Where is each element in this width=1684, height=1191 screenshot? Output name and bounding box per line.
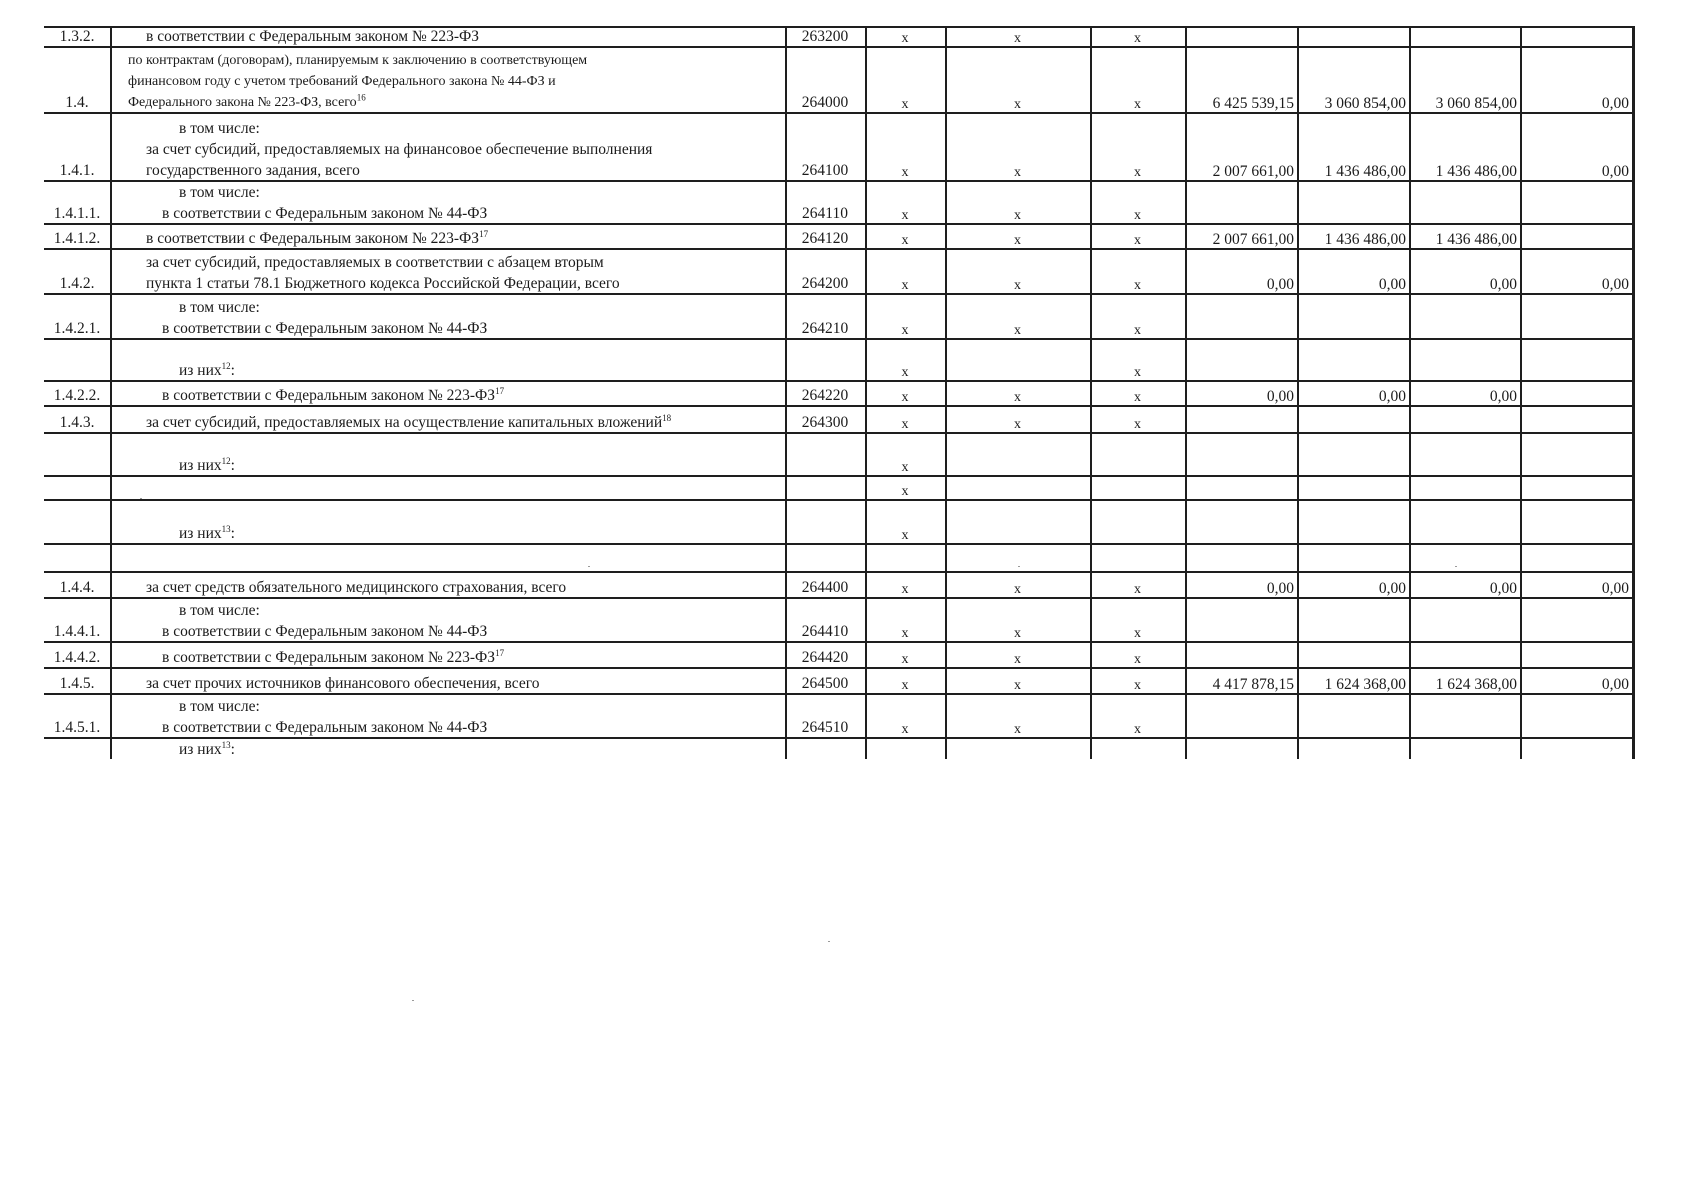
x-mark: x [1014, 233, 1021, 248]
x-mark: x [1014, 626, 1021, 641]
row-rule [44, 338, 1632, 340]
x-mark: x [1134, 31, 1141, 46]
x-mark: x [901, 582, 909, 597]
amount-value: 0,00 [1378, 388, 1406, 405]
x-mark: x [1134, 365, 1141, 380]
description-line [128, 52, 587, 69]
x-mark: x [1134, 165, 1141, 180]
amount-value: 0,00 [1489, 276, 1517, 293]
row-code: 264300 [801, 414, 849, 431]
scan-speck [828, 941, 830, 942]
x-mark: x [901, 528, 909, 543]
row-number: 1.4.3. [59, 414, 95, 431]
description-text: в соответствии с Федеральным законом № 44-ФЗ [162, 719, 488, 736]
x-mark: x [901, 97, 909, 112]
description-tail: : [230, 741, 235, 758]
row-rule [44, 248, 1632, 250]
x-mark: x [901, 722, 909, 737]
description-line [179, 525, 235, 542]
x-mark: x [1014, 678, 1021, 693]
footnote-ref: 17 [479, 228, 489, 239]
amount-value: 2 007 661,00 [1212, 163, 1294, 180]
description-text: государственного задания, всего [146, 162, 360, 179]
row-number: 1.4.2. [59, 275, 95, 292]
x-mark: x [1134, 678, 1141, 693]
amount-value: 0,00 [1378, 276, 1406, 293]
description-line [162, 649, 504, 666]
row-number: 1.4.2.1. [53, 320, 101, 337]
footnote-ref: 18 [662, 412, 672, 423]
scan-speck [1455, 566, 1457, 567]
x-mark: x [901, 460, 909, 475]
row-code: 264500 [801, 675, 849, 692]
amount-value: 0,00 [1489, 580, 1517, 597]
x-mark: x [901, 233, 909, 248]
amount-value: 4 417 878,15 [1212, 676, 1294, 693]
row-number: 1.4.4.1. [53, 623, 101, 640]
row-code: 264110 [802, 205, 848, 222]
description-line [162, 719, 487, 736]
row-number: 1.3.2. [59, 28, 95, 45]
amount-value: 0,00 [1601, 276, 1629, 293]
description-text: в соответствии с Федеральным законом № 223-ФЗ [162, 387, 496, 404]
x-mark: x [1134, 390, 1141, 405]
row-code: 264200 [801, 275, 849, 292]
footnote-ref: 17 [495, 385, 505, 396]
description-text: за счет субсидий, предоставляемых на финансовое обеспечение выполнения [146, 141, 653, 158]
description-line [146, 414, 671, 431]
description-text: в том числе: [179, 299, 260, 316]
x-mark: x [901, 165, 909, 180]
x-mark: x [901, 626, 909, 641]
amount-value: 1 436 486,00 [1435, 163, 1517, 180]
x-mark: x [901, 484, 909, 499]
amount-value: 0,00 [1601, 95, 1629, 112]
scan-speck [140, 498, 142, 499]
amount-value: 0,00 [1266, 580, 1294, 597]
row-code: 264420 [801, 649, 849, 666]
row-code: 264510 [801, 719, 849, 736]
description-text: в соответствии с Федеральным законом № 44-ФЗ [162, 205, 488, 222]
amount-value: 1 436 486,00 [1435, 231, 1517, 248]
row-number: 1.4.1. [59, 162, 95, 179]
row-number: 1.4.1.1. [53, 205, 101, 222]
x-mark: x [1014, 31, 1021, 46]
description-text: в соответствии с Федеральным законом № 223-ФЗ [146, 230, 480, 247]
description-line [179, 602, 260, 619]
x-mark: x [901, 678, 909, 693]
description-line [179, 457, 235, 474]
description-line [162, 387, 504, 404]
footnote-ref: 16 [356, 92, 366, 103]
description-line [162, 320, 487, 337]
x-mark: x [901, 652, 909, 667]
row-rule [44, 737, 1632, 739]
row-rule [44, 380, 1632, 382]
amount-value: 0,00 [1378, 580, 1406, 597]
row-rule [44, 475, 1632, 477]
x-mark: x [1014, 97, 1021, 112]
row-code: 264100 [801, 162, 849, 179]
amount-value: 1 624 368,00 [1324, 676, 1406, 693]
amount-value: 1 624 368,00 [1435, 676, 1517, 693]
description-line [146, 162, 360, 179]
row-code: 264220 [801, 387, 849, 404]
x-mark: x [1134, 208, 1141, 223]
row-rule [44, 432, 1632, 434]
description-text: за счет субсидий, предоставляемых на осуществление капитальных вложений [146, 414, 663, 431]
row-rule [44, 543, 1632, 545]
description-line [179, 184, 260, 201]
row-code: 264210 [801, 320, 849, 337]
description-text: в соответствии с Федеральным законом № 44-ФЗ [162, 623, 488, 640]
description-line [179, 120, 260, 137]
row-rule [44, 223, 1632, 225]
x-mark: x [1134, 97, 1141, 112]
description-line [179, 299, 260, 316]
x-mark: x [901, 278, 909, 293]
x-mark: x [1134, 582, 1141, 597]
scan-speck [588, 566, 590, 567]
description-text: из них [179, 362, 222, 379]
x-mark: x [1014, 208, 1021, 223]
row-code: 263200 [801, 28, 849, 45]
description-text: в соответствии с Федеральным законом № 223-ФЗ [162, 649, 496, 666]
amount-value: 0,00 [1601, 676, 1629, 693]
description-line [146, 254, 604, 271]
row-number: 1.4.1.2. [53, 230, 101, 247]
row-rule [44, 499, 1632, 501]
x-mark: x [901, 323, 909, 338]
column-rule [1632, 26, 1635, 759]
amount-value: 1 436 486,00 [1324, 163, 1406, 180]
description-text: по контрактам (договорам), планируемым к заключению в соответствующем [128, 53, 588, 68]
footnote-ref: 17 [495, 647, 505, 658]
description-line [162, 205, 487, 222]
footnote-ref: 12 [221, 455, 231, 466]
x-mark: x [901, 390, 909, 405]
scan-speck [1018, 566, 1020, 567]
row-number: 1.4.5.1. [53, 719, 101, 736]
x-mark: x [1134, 323, 1141, 338]
row-number: 1.4.4.2. [53, 649, 101, 666]
column-rule [1520, 26, 1522, 759]
x-mark: x [1014, 323, 1021, 338]
description-line [128, 94, 366, 111]
description-text: финансовом году с учетом требований Федерального закона № 44-ФЗ и [128, 74, 556, 89]
x-mark: x [1014, 278, 1021, 293]
description-text: в том числе: [179, 602, 260, 619]
x-mark: x [1134, 278, 1141, 293]
row-rule [44, 641, 1632, 643]
description-line [146, 28, 479, 45]
x-mark: x [1014, 390, 1021, 405]
amount-value: 6 425 539,15 [1212, 95, 1294, 112]
description-text: пункта 1 статьи 78.1 Бюджетного кодекса Российской Федерации, всего [146, 275, 620, 292]
description-line [146, 675, 539, 692]
column-rule [110, 26, 112, 759]
row-code: 264000 [801, 94, 849, 111]
x-mark: x [1014, 652, 1021, 667]
x-mark: x [901, 31, 909, 46]
amount-value: 3 060 854,00 [1324, 95, 1406, 112]
row-rule [44, 667, 1632, 669]
row-code: 264120 [801, 230, 849, 247]
description-text: в том числе: [179, 120, 260, 137]
row-code: 264410 [801, 623, 849, 640]
description-text: из них [179, 457, 222, 474]
description-tail: : [230, 362, 235, 379]
x-mark: x [1014, 722, 1021, 737]
row-rule [44, 293, 1632, 295]
x-mark: x [1014, 417, 1021, 432]
footnote-ref: 13 [221, 739, 231, 750]
row-rule [44, 180, 1632, 182]
description-text: из них [179, 525, 222, 542]
description-line [179, 362, 235, 379]
x-mark: x [1014, 165, 1021, 180]
description-text: за счет субсидий, предоставляемых в соответствии с абзацем вторым [146, 254, 604, 271]
x-mark: x [1134, 417, 1141, 432]
description-text: из них [179, 741, 222, 758]
footnote-ref: 13 [221, 523, 231, 534]
row-rule [44, 46, 1632, 48]
description-line [128, 73, 556, 90]
amount-value: 0,00 [1601, 580, 1629, 597]
row-number: 1.4. [65, 94, 89, 111]
x-mark: x [901, 208, 909, 223]
amount-value: 0,00 [1266, 388, 1294, 405]
description-text: за счет средств обязательного медицинского страхования, всего [146, 579, 567, 596]
footnote-ref: 12 [221, 360, 231, 371]
description-text: в соответствии с Федеральным законом № 44-ФЗ [162, 320, 488, 337]
description-line [146, 230, 488, 247]
description-line [146, 275, 620, 292]
row-code: 264400 [801, 579, 849, 596]
description-text: в том числе: [179, 698, 260, 715]
row-rule [44, 571, 1632, 573]
x-mark: x [901, 417, 909, 432]
amount-value: 1 436 486,00 [1324, 231, 1406, 248]
row-rule [44, 597, 1632, 599]
row-rule [44, 112, 1632, 114]
description-line [179, 698, 260, 715]
description-text: Федерального закона № 223-ФЗ, всего [128, 95, 357, 110]
x-mark: x [1134, 652, 1141, 667]
row-rule [44, 693, 1632, 695]
row-rule [44, 405, 1632, 407]
x-mark: x [901, 365, 909, 380]
amount-value: 3 060 854,00 [1435, 95, 1517, 112]
x-mark: x [1134, 233, 1141, 248]
row-number: 1.4.2.2. [53, 387, 101, 404]
description-line [146, 579, 566, 596]
x-mark: x [1134, 626, 1141, 641]
amount-value: 0,00 [1489, 388, 1517, 405]
description-line [146, 141, 652, 158]
description-text: в том числе: [179, 184, 260, 201]
row-number: 1.4.5. [59, 675, 95, 692]
description-text: за счет прочих источников финансового обеспечения, всего [146, 675, 540, 692]
scan-speck [412, 1000, 414, 1001]
row-number: 1.4.4. [59, 579, 95, 596]
description-tail: : [230, 457, 235, 474]
amount-value: 0,00 [1266, 276, 1294, 293]
x-mark: x [1014, 582, 1021, 597]
description-line [179, 741, 235, 758]
x-mark: x [1134, 722, 1141, 737]
amount-value: 0,00 [1601, 163, 1629, 180]
description-tail: : [230, 525, 235, 542]
description-text: в соответствии с Федеральным законом № 223-ФЗ [146, 28, 480, 45]
description-line [162, 623, 487, 640]
amount-value: 2 007 661,00 [1212, 231, 1294, 248]
